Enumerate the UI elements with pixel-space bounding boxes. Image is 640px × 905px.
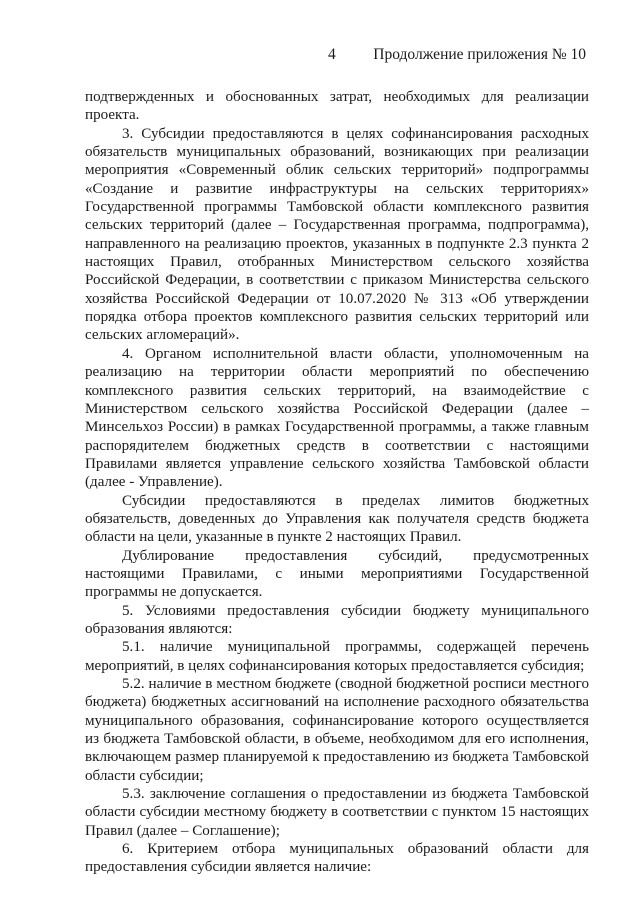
- paragraph-item-5: 5. Условиями предоставления субсидии бюджету муниципального образования являются:: [85, 602, 589, 637]
- document-body: [85, 88, 589, 877]
- paragraph-duplication: Дублирование предоставления субсидий, предусмотренных настоящими Правилами, с иными мероприятиями Государственной программы не допускается.: [85, 547, 589, 601]
- paragraph-item-3: 3. Субсидии предоставляются в целях софинансирования расходных обязательств муниципальных образований, возникающих при реализации мероприятия «Современный облик сельских территорий» подпрограммы «Создание и развитие инфраструктуры на сельских территориях» Государственной программы Тамбовской области комплексного развития сельских территорий (далее – Государственная программа, подпрограмма), направленного на реализацию проектов, указанных в подпункте 2.3 пункта 2 настоящих Правил, отобранных Министерством сельского хозяйства Российской Федерации, в соответствии с приказом Министерства сельского хозяйства Российской Федерации от 10.07.2020 № 313 «Об утверждении порядка отбора проектов комплексного развития сельских территорий или сельских агломераций».: [85, 125, 589, 344]
- paragraph-item-6: 6. Критерием отбора муниципальных образований области для предоставления субсидии является наличие:: [85, 841, 589, 876]
- paragraph-continued: подтвержденных и обоснованных затрат, необходимых для реализации проекта.: [85, 89, 589, 124]
- paragraph-item-5-3: 5.3. заключение соглашения о предоставлении из бюджета Тамбовской области субсидии местному бюджету в соответствии с пунктом 15 настоящих Правил (далее – Соглашение);: [85, 786, 589, 839]
- paragraph-item-4: 4. Органом исполнительной власти области, уполномоченным на реализацию на территории области мероприятий по обеспечению комплексного развития сельских территорий, на взаимодействие с Министерством сельского хозяйства Российской Федерации (далее – Минсельхоз России) в рамках Государственной программы, а также главным распорядителем бюджетных средств в соответствии с настоящими Правилами является управление сельского хозяйства Тамбовской области (далее - Управление).: [85, 345, 589, 491]
- paragraph-item-5-2: 5.2. наличие в местном бюджете (сводной бюджетной росписи местного бюджета) бюджетных ассигнований на исполнение расходного обязательства муниципального образования, софинансирование которого осуществляется из бюджета Тамбовской области, в объеме, необходимом для его исполнения, включающем размер планируемой к предоставлению из бюджета Тамбовской области субсидии;: [85, 676, 589, 784]
- page-number: 4: [328, 46, 336, 63]
- page-header: [90, 46, 586, 66]
- appendix-continuation-label: Продолжение приложения № 10: [373, 46, 586, 63]
- paragraph-subsidy-limits: Субсидии предоставляются в пределах лимитов бюджетных обязательств, доведенных до Управления как получателя средств бюджета области на цели, указанные в пункте 2 настоящих Правил.: [85, 492, 589, 546]
- paragraph-item-5-1: 5.1. наличие муниципальной программы, содержащей перечень мероприятий, в целях софинансирования которых предоставляется субсидия;: [85, 639, 589, 674]
